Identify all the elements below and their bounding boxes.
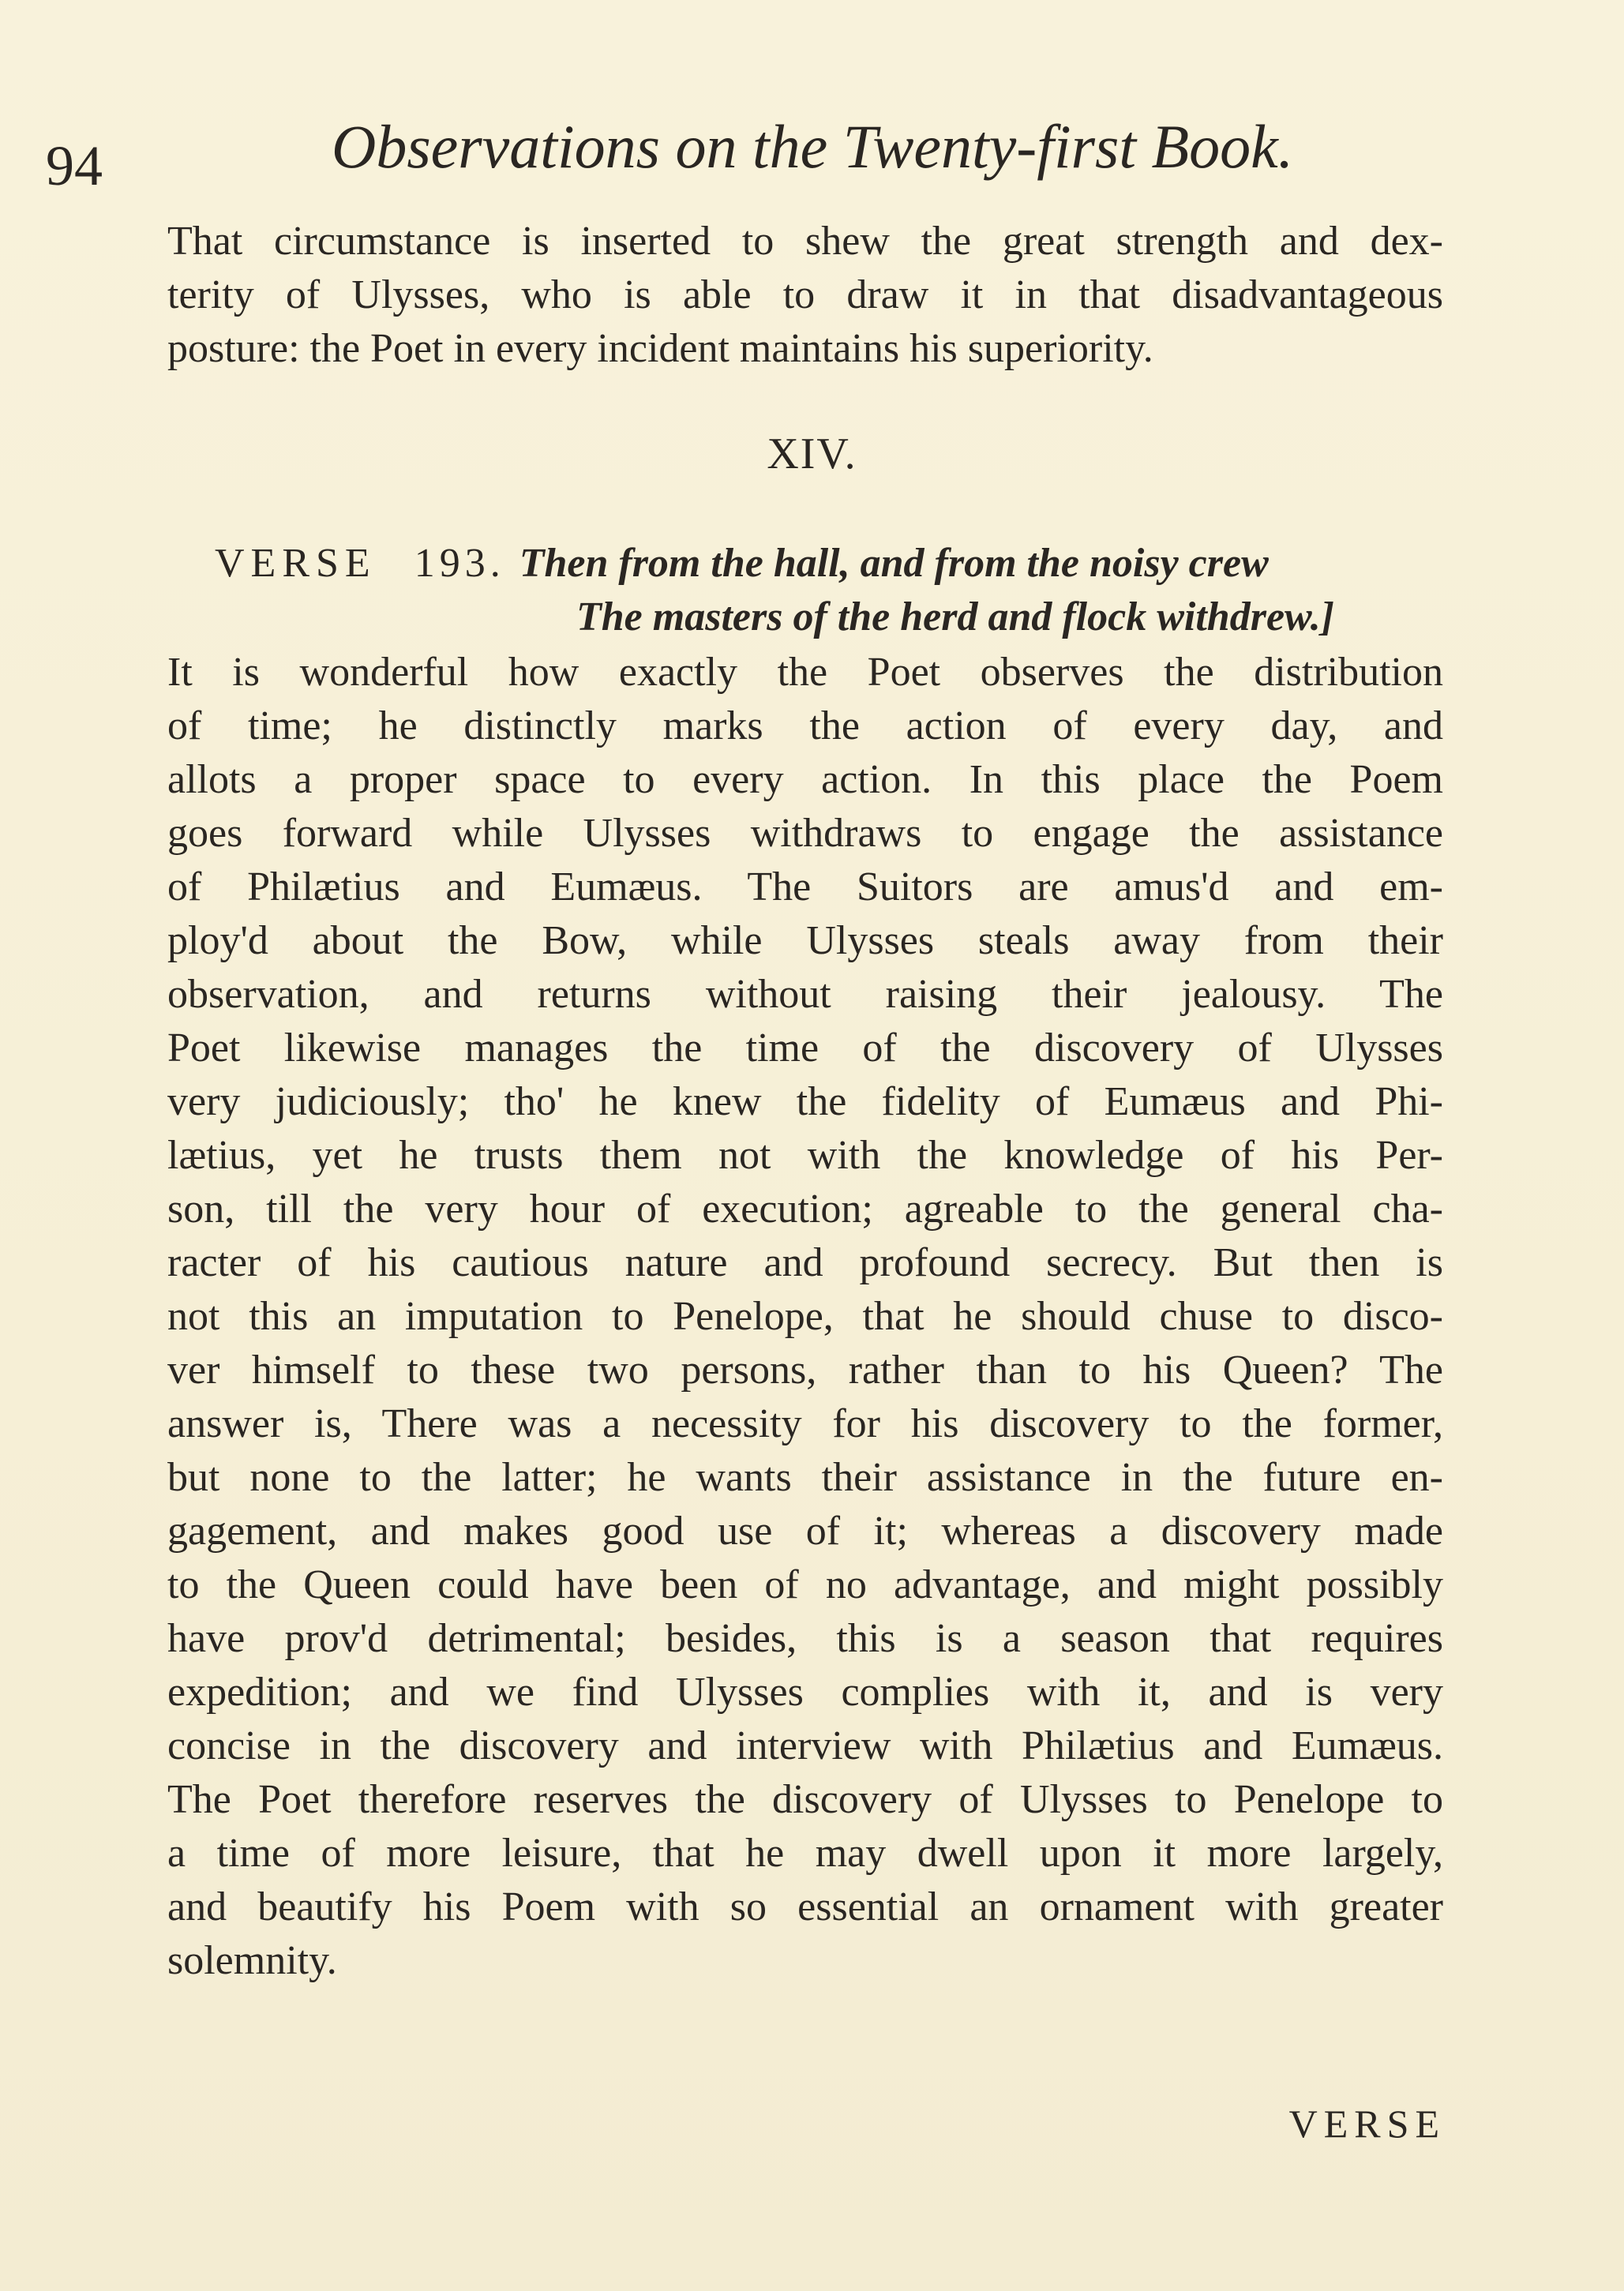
body-line: son, till the very hour of execution; agreable to the general cha-	[167, 1187, 1443, 1232]
section-number: XIV.	[767, 429, 857, 478]
body-line: concise in the discovery and interview with Philætius and Eumæus.	[167, 1723, 1443, 1768]
body-line: It is wonderful how exactly the Poet observes the distribution	[167, 650, 1443, 695]
intro-line: posture: the Poet in every incident maintains his superiority.	[167, 326, 1153, 371]
body-line: a time of more leisure, that he may dwell upon it more largely,	[167, 1831, 1443, 1876]
body-line: The Poet therefore reserves the discovery of Ulysses to Penelope to	[167, 1777, 1443, 1822]
body-line: observation, and returns without raising their jealousy. The	[167, 972, 1443, 1017]
body-line: allots a proper space to every action. In this place the Poem	[167, 757, 1443, 802]
body-line: answer is, There was a necessity for his discovery to the former,	[167, 1401, 1443, 1446]
intro-paragraph	[167, 215, 1443, 376]
catchword: VERSE	[1288, 2102, 1446, 2146]
body-line: expedition; and we find Ulysses complies with it, and is very	[167, 1670, 1443, 1715]
verse-citation	[215, 537, 1269, 591]
verse-quote-continuation	[576, 591, 1334, 644]
body-line: not this an imputation to Penelope, that he should chuse to disco-	[167, 1294, 1443, 1339]
verse-number: 193.	[414, 541, 505, 586]
body-line: Poet likewise manages the time of the discovery of Ulysses	[167, 1026, 1443, 1071]
verse-quote-line-1: Then from the hall, and from the noisy crew	[519, 541, 1269, 586]
intro-line: terity of Ulysses, who is able to draw it in that disadvantageous	[167, 272, 1443, 317]
verse-quote-line-2: The masters of the herd and flock withdrew.]	[576, 594, 1335, 639]
body-line: goes forward while Ulysses withdraws to engage the assistance	[167, 811, 1443, 856]
body-line: racter of his cautious nature and profound secrecy. But then is	[167, 1240, 1443, 1285]
intro-line: That circumstance is inserted to shew the great strength and dex-	[167, 219, 1443, 264]
body-line: gagement, and makes good use of it; whereas a discovery made	[167, 1509, 1443, 1554]
body-line: ver himself to these two persons, rather than to his Queen? The	[167, 1348, 1443, 1393]
body-line: ploy'd about the Bow, while Ulysses steals away from their	[167, 918, 1443, 963]
page-number: 94	[46, 134, 103, 197]
body-line: to the Queen could have been of no advantage, and might possibly	[167, 1562, 1443, 1607]
body-line: of Philætius and Eumæus. The Suitors are amus'd and em-	[167, 864, 1443, 909]
body-line: of time; he distinctly marks the action of every day, and	[167, 703, 1443, 748]
running-title: Observations on the Twenty-first Book.	[332, 112, 1294, 181]
verse-label: VERSE	[215, 541, 377, 586]
body-paragraph	[167, 646, 1443, 1988]
body-line: have prov'd detrimental; besides, this is a season that requires	[167, 1616, 1443, 1661]
body-line: but none to the latter; he wants their assistance in the future en-	[167, 1455, 1443, 1500]
body-line: very judiciously; tho' he knew the fidelity of Eumæus and Phi-	[167, 1079, 1443, 1124]
body-line: solemnity.	[167, 1938, 337, 1983]
body-line: lætius, yet he trusts them not with the knowledge of his Per-	[167, 1133, 1443, 1178]
body-line: and beautify his Poem with so essential an ornament with greater	[167, 1884, 1443, 1929]
